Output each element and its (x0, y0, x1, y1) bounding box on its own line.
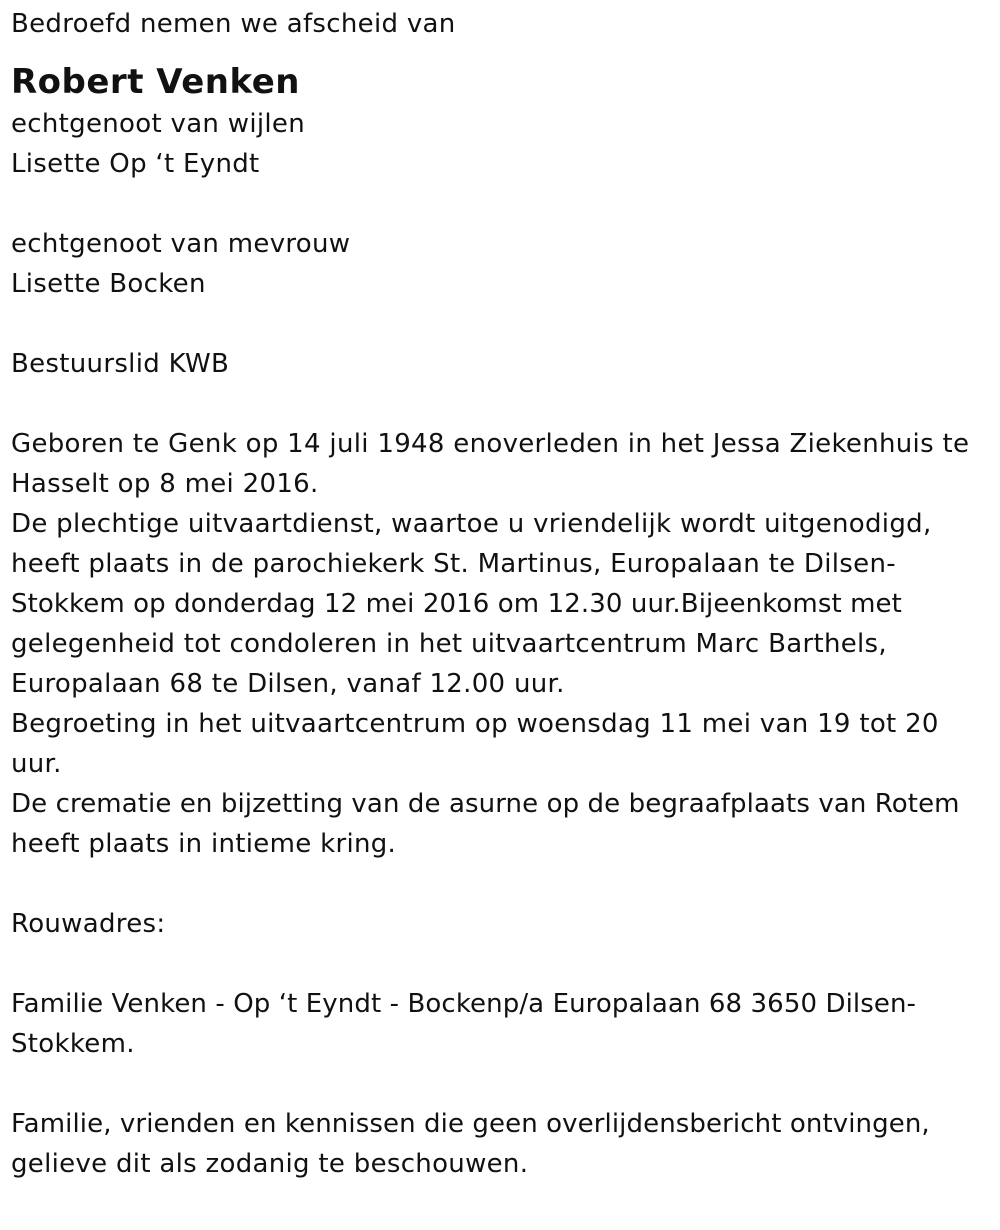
closing-line: gelieve dit als zodanig te beschouwen. (11, 1149, 529, 1179)
spacer (11, 304, 986, 344)
spouse-late-name: Lisette Op ‘t Eyndt (11, 149, 260, 179)
spacer (11, 944, 986, 984)
body-line: heeft plaats in de parochiekerk St. Martinus, Europalaan te Dilsen- (11, 549, 896, 579)
notice-body (11, 424, 986, 864)
deceased-name: Robert Venken (11, 62, 300, 102)
address-line: Stokkem. (11, 1029, 135, 1059)
mourning-address (11, 984, 986, 1064)
address-line: Familie Venken - Op ‘t Eyndt - Bockenp/a Europalaan 68 3650 Dilsen- (11, 989, 917, 1019)
body-line: Geboren te Genk op 14 juli 1948 enoverleden in het Jessa Ziekenhuis te (11, 429, 970, 459)
body-line: Begroeting in het uitvaartcentrum op woensdag 11 mei van 19 tot 20 (11, 709, 939, 739)
spacer (11, 184, 986, 224)
closing-note (11, 1104, 986, 1184)
body-line: Stokkem op donderdag 12 mei 2016 om 12.30 uur.Bijeenkomst met (11, 589, 902, 619)
death-notice (11, 4, 986, 1184)
spacer (11, 384, 986, 424)
closing-line: Familie, vrienden en kennissen die geen overlijdensbericht ontvingen, (11, 1109, 930, 1139)
body-line: uur. (11, 749, 62, 779)
intro-text: Bedroefd nemen we afscheid van (11, 9, 456, 39)
body-line: De plechtige uitvaartdienst, waartoe u vriendelijk wordt uitgenodigd, (11, 509, 932, 539)
body-line: heeft plaats in intieme kring. (11, 829, 397, 859)
spouse-current-label: echtgenoot van mevrouw (11, 229, 351, 259)
spouse-current-name: Lisette Bocken (11, 269, 206, 299)
body-line: De crematie en bijzetting van de asurne op de begraafplaats van Rotem (11, 789, 960, 819)
spacer (11, 864, 986, 904)
mourning-address-label: Rouwadres: (11, 909, 166, 939)
body-line: Hasselt op 8 mei 2016. (11, 469, 319, 499)
spouse-late-label: echtgenoot van wijlen (11, 109, 305, 139)
body-line: Europalaan 68 te Dilsen, vanaf 12.00 uur. (11, 669, 565, 699)
spacer (11, 1064, 986, 1104)
body-line: gelegenheid tot condoleren in het uitvaartcentrum Marc Barthels, (11, 629, 887, 659)
role-text: Bestuurslid KWB (11, 349, 230, 379)
